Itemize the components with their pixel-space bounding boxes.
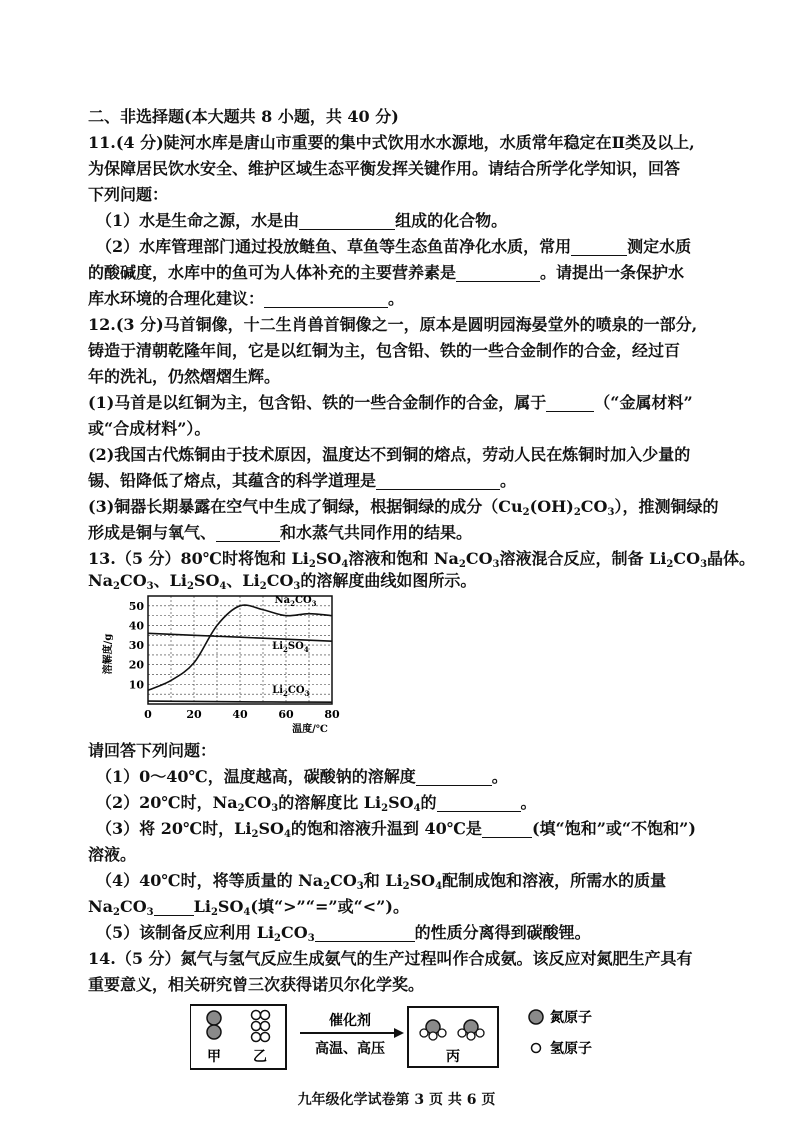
legend-nitrogen-icon: [529, 1010, 543, 1024]
chart-xlabel: 温度/℃: [292, 724, 328, 735]
series-label-Na2CO3: $Na_2CO_3$: [274, 594, 317, 608]
q12-sub-2-cont: 锡、铅降低了熔点，其蕴含的科学道理是 。: [88, 471, 517, 490]
q12-sub-3-cont: 形成是铜与氧气、 和水蒸气共同作用的结果。: [88, 523, 473, 542]
x-tick-label: 80: [324, 708, 340, 721]
q12-line-1: 12.(3 分)马首铜像，十二生肖兽首铜像之一，原本是圆明园海晏堂外的喷泉的一部分,: [88, 315, 698, 334]
q12-sub-3: (3)铜器长期暴露在空气中生成了铜绿，根据铜绿的成分$(Cu_2(OH)_2CO_3)$，推测铜绿的: [88, 497, 719, 518]
hydrogen-atom-icon: [458, 1029, 466, 1037]
x-tick-label: 0: [144, 708, 152, 721]
x-tick-label: 60: [278, 708, 294, 721]
y-tick-label: 50: [128, 599, 144, 613]
series-label-Li2SO4: $Li_2SO_4$: [272, 641, 309, 655]
q11-sub-1: （1）水是生命之源，水是由 组成的化合物。: [96, 211, 508, 230]
q14-line-1: 14.（5 分）氮气与氢气反应生成氨气的生产过程叫作合成氨。该反应对氮肥生产具有: [88, 949, 693, 968]
q13-sub-3-cont: 溶液。: [88, 845, 137, 864]
conditions-label: 高温、高压: [315, 1041, 385, 1057]
answer-blank[interactable]: [482, 819, 532, 838]
answer-blank[interactable]: [546, 393, 594, 412]
answer-blank[interactable]: [416, 767, 492, 786]
hydrogen-atom-icon: [438, 1029, 446, 1037]
q13-line-2: $Na_2CO_3$、$Li_2SO_4$、$Li_2CO_3$的溶解度曲线如图所示。: [88, 571, 477, 592]
answer-blank[interactable]: [315, 923, 415, 942]
section-heading: 二、非选择题(本大题共 8 小题，共 40 分): [88, 107, 399, 126]
x-tick-label: 20: [186, 708, 202, 721]
q12-line-2: 铸造于清朝乾隆年间，它是以红铜为主，包含铅、铁的一些合金制作的合金，经过百: [88, 341, 681, 360]
q11-line-3: 下列问题：: [88, 185, 169, 204]
legend-hydrogen-icon: [532, 1044, 541, 1053]
answer-blank[interactable]: [376, 471, 500, 490]
q13-sub-1: （1）0～40℃，温度越高，碳酸钠的溶解度 。: [96, 767, 508, 786]
catalyst-label: 催化剂: [329, 1013, 371, 1029]
q13-sub-2: （2）20℃时，$Na_2CO_3$的溶解度比 $Li_2SO_4$的 。: [96, 793, 537, 814]
hydrogen-atom-icon: [420, 1029, 428, 1037]
q13-sub-5: （5）该制备反应利用 $Li_2CO_3$ 的性质分离得到碳酸锂。: [96, 923, 591, 944]
q13-sub-4: （4）40℃时，将等质量的 $Na_2CO_3$和 $Li_2SO_4$配制成饱和溶液，所需水的质量: [96, 871, 667, 892]
arrow-head-icon: [394, 1028, 404, 1038]
nitrogen-atom-icon: [207, 1011, 221, 1025]
label-jia: 甲: [207, 1049, 221, 1065]
hydrogen-atom-icon: [261, 1022, 270, 1031]
legend-nitrogen-label: 氮原子: [550, 1010, 592, 1026]
answer-blank[interactable]: [264, 289, 388, 308]
answer-blank[interactable]: [216, 523, 280, 542]
q11-sub-2: （2）水库管理部门通过投放鲢鱼、草鱼等生态鱼苗净化水质，常用 测定水质: [96, 237, 692, 256]
hydrogen-atom-icon: [467, 1032, 475, 1040]
q11-sub-4: 库水环境的合理化建议： 。: [88, 289, 405, 308]
series-label-Li2CO3: $Li_2CO_3$: [272, 685, 310, 699]
hydrogen-atom-icon: [252, 1022, 261, 1031]
hydrogen-atom-icon: [476, 1029, 484, 1037]
q13-sub-4-cont: $Na_2CO_3$ $Li_2SO_4$(填“>”“=”或“<”)。: [88, 897, 409, 918]
answer-blank[interactable]: [299, 211, 395, 230]
reaction-diagram: [190, 1003, 630, 1075]
y-tick-label: 30: [128, 639, 144, 653]
y-tick-label: 40: [128, 619, 144, 633]
q12-sub-2: (2)我国古代炼铜由于技术原因，温度达不到铜的熔点，劳动人民在炼铜时加入少量的: [88, 445, 691, 464]
label-bing: 丙: [446, 1049, 460, 1065]
q11-sub-3: 的酸碱度，水库中的鱼可为人体补充的主要营养素是 。请提出一条保护水: [88, 263, 685, 282]
y-tick-label: 10: [128, 678, 144, 692]
answer-blank[interactable]: [571, 237, 627, 256]
answer-blank[interactable]: [154, 897, 194, 916]
answer-blank[interactable]: [456, 263, 540, 282]
q12-sub-1-cont: 或“合成材料”）。: [88, 419, 211, 438]
x-tick-label: 40: [232, 708, 248, 721]
hydrogen-atom-icon: [252, 1033, 261, 1042]
hydrogen-atom-icon: [252, 1011, 261, 1020]
y-tick-label: 20: [128, 658, 144, 672]
nitrogen-atom-icon: [207, 1025, 221, 1039]
page-footer: 九年级化学试卷第 3 页 共 6 页: [297, 1092, 496, 1108]
legend-hydrogen-label: 氢原子: [550, 1041, 592, 1057]
hydrogen-atom-icon: [261, 1033, 270, 1042]
q13-sub-3: （3）将 20℃时，$Li_2SO_4$的饱和溶液升温到 40℃是 (填“饱和”或“不饱和”): [96, 819, 696, 840]
hydrogen-atom-icon: [261, 1011, 270, 1020]
q14-line-2: 重要意义，相关研究曾三次获得诺贝尔化学奖。: [88, 975, 425, 994]
reactant-box: [190, 1005, 286, 1069]
q12-sub-1: (1)马首是以红铜为主，包含铅、铁的一些合金制作的合金，属于 （“金属材料”: [88, 393, 693, 412]
q13-line-1: 13.（5 分）80℃时将饱和 $Li_2SO_4$溶液和饱和 $Na_2CO_3$溶液混合反应，制备 $Li_2CO_3$晶体。: [88, 549, 756, 570]
q11-line-2: 为保障居民饮水安全、维护区域生态平衡发挥关键作用。请结合所学化学知识，回答: [88, 159, 681, 178]
label-yi: 乙: [253, 1049, 267, 1065]
q11-line-1: 11.(4 分)陡河水库是唐山市重要的集中式饮用水水源地，水质常年稳定在Ⅱ类及以上,: [88, 133, 695, 152]
hydrogen-atom-icon: [429, 1032, 437, 1040]
series-line-Li2CO3: [148, 701, 332, 702]
answer-blank[interactable]: [437, 793, 521, 812]
series-line-Li2SO4: [148, 633, 332, 641]
solubility-chart: [100, 586, 350, 738]
q13-prompt: 请回答下列问题：: [88, 741, 217, 760]
q12-line-3: 年的洗礼，仍然熠熠生辉。: [88, 367, 281, 386]
chart-ylabel: 溶解度/g: [103, 633, 114, 675]
